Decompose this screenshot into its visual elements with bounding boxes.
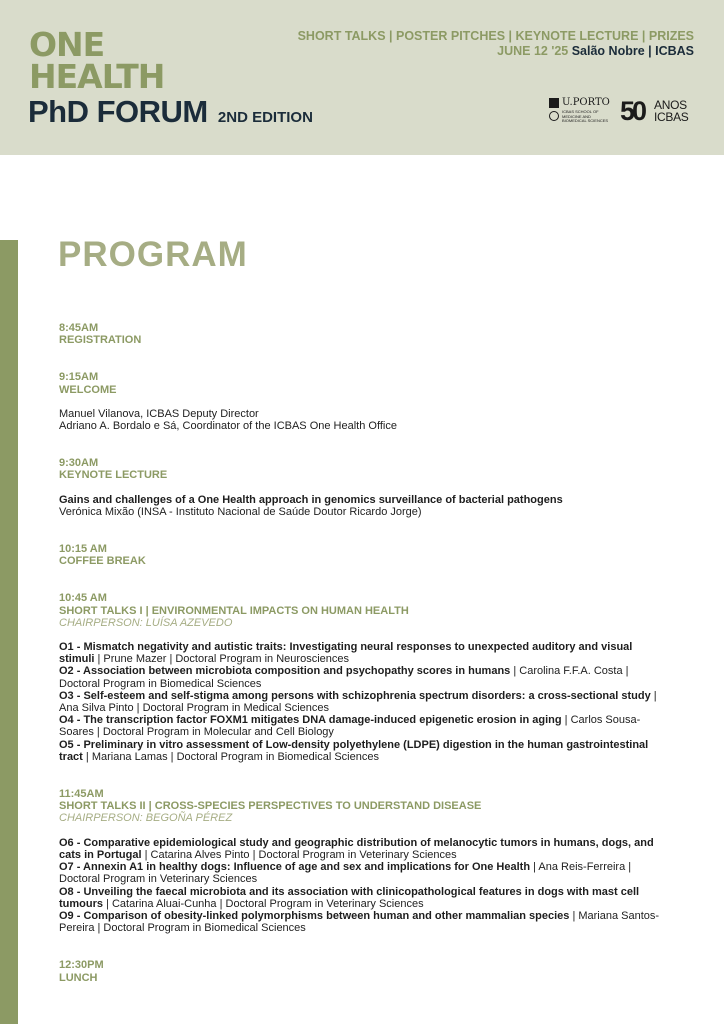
item-time: 10:45 AM: [59, 592, 107, 605]
talk-item: [59, 910, 669, 934]
program-item-lunch: [59, 959, 669, 983]
item-label: SHORT TALKS II | CROSS-SPECIES PERSPECTIVES TO UNDERSTAND DISEASE: [59, 800, 482, 813]
item-label: KEYNOTE LECTURE: [59, 469, 168, 482]
item-time: 8:45AM: [59, 322, 99, 334]
talk-presenter: | Mariana Lamas | Doctoral Program in Biomedical Sciences: [82, 750, 379, 763]
events-line: SHORT TALKS | POSTER PITCHES | KEYNOTE LECTURE | PRIZES: [297, 29, 694, 43]
program-list: [59, 322, 669, 984]
talk-title: O1 - Mismatch negativity and autistic traits: Investigating neural responses to unexpected auditory and visual stimuli: [59, 641, 633, 666]
talk-list: [59, 837, 669, 935]
header-banner: [0, 0, 724, 155]
talk-title: O2 - Association between microbiota composition and psychopathy scores in humans: [59, 665, 511, 678]
item-time: 12:30PM: [59, 959, 104, 972]
item-time: 10:15 AM: [59, 543, 107, 556]
talk-presenter: | Ana Reis-Ferreira | Doctoral Program in Veterinary Sciences: [59, 861, 632, 886]
anniversary-text: [654, 99, 689, 123]
speaker-line: Adriano A. Bordalo e Sá, Coordinator of the ICBAS One Health Office: [59, 420, 397, 433]
talk-title: O6 - Comparative epidemiological study and geographic distribution of melanocytic tumors in humans, dogs, and cats in Portugal: [59, 836, 654, 861]
item-time: 9:15AM: [59, 371, 99, 384]
sidebar-accent: [0, 240, 18, 1024]
talk-title: O9 - Comparison of obesity-linked polymorphisms between human and other mammalian species: [59, 909, 570, 922]
talk-title: O5 - Preliminary in vitro assessment of Low-density polyethylene (LDPE) digestion in the human gastrointestinal tract: [59, 738, 649, 763]
program-item-welcome: [59, 371, 669, 432]
talk-item: [59, 861, 669, 885]
welcome-speakers: [59, 408, 669, 432]
chairperson: CHAIRPERSON: BEGOÑA PÉREZ: [59, 812, 233, 825]
edition-label: 2ND EDITION: [217, 109, 313, 126]
program-item-short-talks-2: [59, 788, 669, 934]
talk-title: O4 - The transcription factor FOXM1 mitigates DNA damage-induced epigenetic erosion in aging: [59, 714, 562, 727]
chairperson: CHAIRPERSON: LUÍSA AZEVEDO: [59, 616, 233, 629]
forum-title-text: PhD FORUM: [28, 94, 208, 129]
talk-presenter: | Prune Mazer | Doctoral Program in Neurosciences: [94, 653, 349, 666]
icbas-subtitle: ICBAS SCHOOL OF MEDICINE AND BIOMEDICAL SCIENCES: [562, 109, 609, 123]
talk-presenter: | Carlos Sousa-Soares | Doctoral Program in Molecular and Cell Biology: [59, 714, 641, 739]
talk-presenter: | Ana Silva Pinto | Doctoral Program in Medical Sciences: [59, 689, 657, 715]
anniversary-number: 50: [620, 96, 645, 126]
keynote-speaker: Verónica Mixão (INSA - Instituto Nacional de Saúde Doutor Ricardo Jorge): [59, 505, 422, 518]
item-label: SHORT TALKS I | ENVIRONMENTAL IMPACTS ON HUMAN HEALTH: [59, 604, 409, 617]
talk-presenter: | Catarina Aluai-Cunha | Doctoral Program in Veterinary Sciences: [103, 897, 424, 910]
talk-title: O8 - Unveiling the faecal microbiota and its association with clinicopathological features in dogs with mast cell tumours: [59, 885, 640, 910]
item-label: COFFEE BREAK: [59, 555, 146, 568]
keynote-title: Gains and challenges of a One Health approach in genomics surveillance of bacterial pathogens: [59, 493, 563, 506]
anniversary-logo: [620, 98, 700, 126]
program-item-keynote: [59, 457, 669, 518]
speaker-line: Manuel Vilanova, ICBAS Deputy Director: [59, 407, 259, 420]
talk-presenter: | Catarina Alves Pinto | Doctoral Program in Veterinary Sciences: [141, 848, 457, 861]
item-label: WELCOME: [59, 383, 117, 396]
forum-title: [28, 96, 313, 127]
program-item-coffee-break: [59, 543, 669, 567]
keynote-details: [59, 494, 669, 518]
logo-health-text: HEALTH: [29, 57, 165, 96]
item-label: REGISTRATION: [59, 334, 142, 347]
item-label: LUNCH: [59, 971, 98, 984]
talk-item: [59, 739, 669, 763]
program-item-registration: [59, 322, 669, 346]
uporto-logo: [549, 98, 611, 126]
talk-item: [59, 837, 669, 861]
program-title: PROGRAM: [58, 235, 248, 274]
talk-title: O7 - Annexin A1 in healthy dogs: Influence of age and sex and implications for One Health: [59, 861, 531, 874]
event-date: JUNE 12 '25: [497, 44, 569, 58]
talk-item: [59, 641, 669, 665]
talk-presenter: | Carolina F.F.A. Costa | Doctoral Program in Biomedical Sciences: [59, 665, 629, 690]
icbas-circle-icon: [549, 111, 559, 121]
program-item-short-talks-1: [59, 592, 669, 763]
talk-item: [59, 714, 669, 738]
anniversary-text-line1: ANOS: [654, 98, 687, 112]
event-venue: Salão Nobre | ICBAS: [571, 44, 694, 58]
talk-presenter: | Mariana Santos-Pereira | Doctoral Program in Biomedical Sciences: [59, 909, 660, 935]
talk-item: [59, 886, 669, 910]
talk-list: [59, 641, 669, 763]
talk-item: [59, 665, 669, 689]
event-info: [298, 29, 694, 59]
logo-one-text: ONE: [29, 25, 105, 64]
talk-item: [59, 690, 669, 714]
item-time: 11:45AM: [59, 788, 104, 801]
anniversary-text-line2: ICBAS: [654, 110, 689, 124]
uporto-mark-icon: [549, 98, 559, 108]
item-time: 9:30AM: [59, 457, 99, 470]
uporto-name: U.PORTO: [562, 97, 610, 108]
talk-title: O3 - Self-esteem and self-stigma among persons with schizophrenia spectrum disorders: a cross-sectional study: [59, 689, 651, 702]
